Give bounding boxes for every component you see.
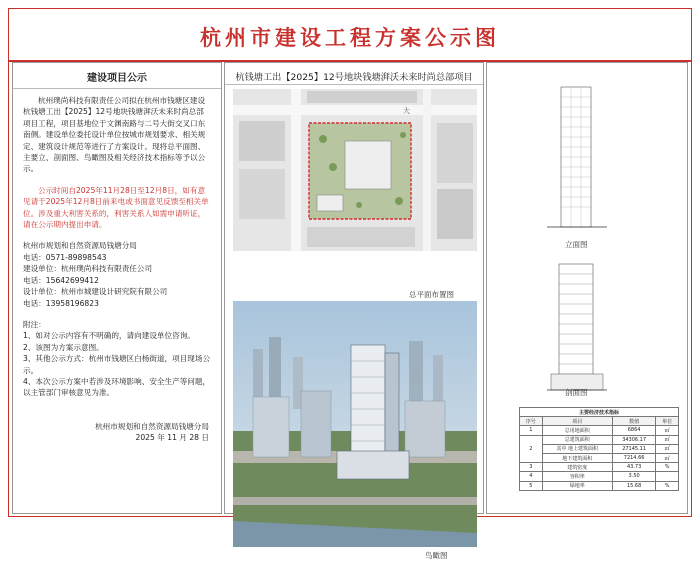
- econ-table: [519, 407, 679, 491]
- econ-unit: [656, 472, 679, 481]
- footer-date: 2025 年 11 月 28 日: [135, 433, 209, 443]
- footer-org: 杭州市规划和自然资源局钱塘分局: [95, 421, 209, 431]
- econ-no: 5: [520, 481, 543, 490]
- econ-no: 4: [520, 472, 543, 481]
- econ-no: 2: [520, 435, 543, 463]
- note-item: 2、该图为方案示意图。: [23, 342, 104, 352]
- econ-unit: ㎡: [656, 435, 679, 444]
- econ-item: 容积率: [542, 472, 612, 481]
- notice-heading: 建设项目公示: [87, 73, 147, 84]
- site-plan-caption: 总平面布置图: [409, 290, 454, 299]
- notes-heading: 附注：: [23, 319, 46, 329]
- econ-value: 7214.66: [612, 453, 655, 462]
- contact-line: 电话：0571-89898543: [23, 252, 107, 262]
- econ-header: 数值: [612, 417, 655, 426]
- econ-value: 3.50: [612, 472, 655, 481]
- econ-value: 6864: [612, 426, 655, 435]
- aerial-render-image: [233, 301, 477, 547]
- econ-item: 绿地率: [542, 481, 612, 490]
- drawings-panel: [486, 62, 688, 514]
- elevation-caption: 立面图: [565, 240, 588, 249]
- section-caption: 剖面图: [565, 388, 588, 397]
- econ-value: 15.68: [612, 481, 655, 490]
- econ-value: 43.73: [612, 463, 655, 472]
- table-row: [520, 435, 679, 444]
- table-row: [520, 426, 679, 435]
- note-item: 4、本次公示方案中若涉及环境影响、安全生产等问题，以主管部门审核意见为准。: [23, 376, 211, 398]
- contact-line: 电话：13958196823: [23, 298, 99, 308]
- contact-line: 建设单位：杭州璞尚科技有限责任公司: [23, 264, 153, 274]
- econ-value: 27145.11: [612, 444, 655, 453]
- elevation-drawing: [547, 83, 607, 233]
- contact-line: 电话：15642699412: [23, 275, 99, 285]
- econ-item: 其中 地上建筑面积: [542, 444, 612, 453]
- econ-sub-group: 其中: [556, 446, 567, 453]
- econ-value: 34306.17: [612, 435, 655, 444]
- contact-line: 设计单位：杭州市城建设计研究院有限公司: [23, 287, 168, 297]
- notice-divider: [13, 88, 221, 89]
- econ-unit: ㎡: [656, 444, 679, 453]
- econ-item: 总用地面积: [542, 426, 612, 435]
- project-panel: [224, 62, 484, 560]
- project-title: 杭钱塘工出【2025】12号地块钱塘湃沃未来时尚总部项目: [225, 63, 483, 85]
- econ-unit: ㎡: [656, 426, 679, 435]
- econ-no: 3: [520, 463, 543, 472]
- econ-unit: %: [656, 463, 679, 472]
- econ-header: 项目: [542, 417, 612, 426]
- econ-header: 序号: [520, 417, 543, 426]
- aerial-caption: 鸟瞰图: [425, 551, 448, 560]
- site-plan-image: [233, 89, 477, 251]
- table-row: [520, 444, 679, 453]
- econ-item: 总建筑面积: [542, 435, 612, 444]
- notice-intro: 杭州璞尚科技有限责任公司拟在杭州市钱塘区建设杭钱塘工出【2025】12号地块钱塘湃沃未来时尚总部项目工程，项目基地位于文渊南路与二号大街交叉口东南侧。建设单位委托设计单位按城市规划要求、相关规定、建筑设计规范等进行了方案设计。现将总平面图、主要立、剖面图、鸟瞰图及相关经济技术指标等予以公示。: [23, 96, 206, 174]
- econ-unit: %: [656, 481, 679, 490]
- note-item: 3、其他公示方式：杭州市钱塘区白杨街道，项目现场公示。: [23, 354, 211, 375]
- road-label: 大: [403, 107, 410, 115]
- contact-line: 杭州市规划和自然资源局钱塘分局: [23, 241, 137, 251]
- table-row: [520, 463, 679, 472]
- econ-item: 地下建筑面积: [542, 453, 612, 462]
- econ-no: 1: [520, 426, 543, 435]
- section-drawing: [547, 258, 607, 398]
- notice-panel: [12, 62, 222, 514]
- page-title: 杭州市建设工程方案公示图: [200, 26, 500, 50]
- econ-table-title: 主要经济技术指标: [520, 408, 679, 417]
- econ-unit: ㎡: [656, 453, 679, 462]
- econ-item: 建筑密度: [542, 463, 612, 472]
- econ-header: 单位: [656, 417, 679, 426]
- table-row: [520, 453, 679, 462]
- table-row: [520, 472, 679, 481]
- note-item: 1、如对公示内容有不明确的，请向建设单位咨询。: [23, 331, 195, 341]
- notice-period: 公示时间自2025年11月28日至12月8日，如有意见请于2025年12月8日前来电或书面意见反馈至相关单位。涉及重大利害关系的，利害关系人如需申请听证，请在公示期内提出申请。: [23, 185, 209, 230]
- table-row: [520, 481, 679, 490]
